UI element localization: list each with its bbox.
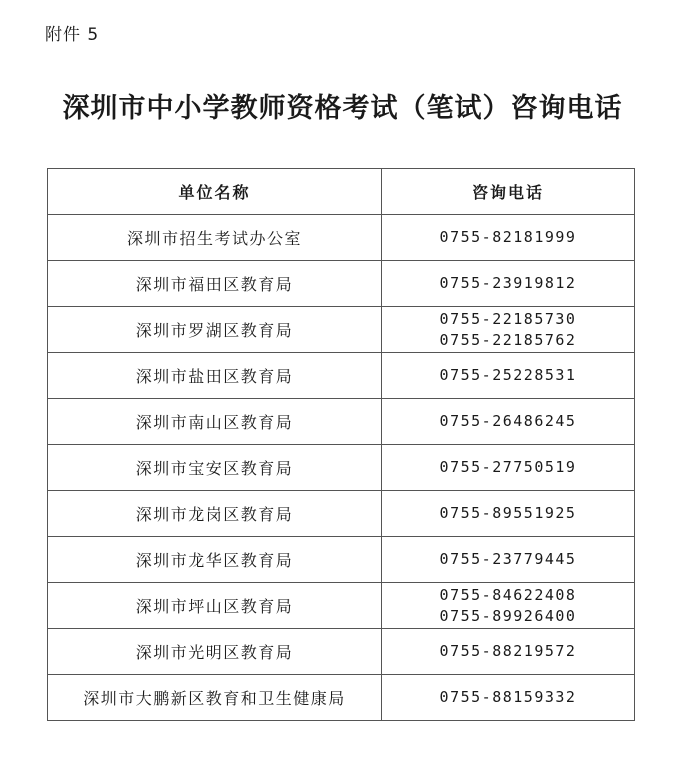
contact-table	[47, 168, 635, 721]
unit-name-cell: 深圳市福田区教育局	[48, 261, 382, 307]
table-row	[48, 675, 635, 721]
phone-number: 0755-26486245	[439, 412, 577, 430]
table-row	[48, 583, 635, 629]
phone-number: 0755-89551925	[439, 504, 577, 522]
unit-name-cell: 深圳市宝安区教育局	[48, 445, 382, 491]
page-title: 深圳市中小学教师资格考试（笔试）咨询电话	[62, 93, 623, 124]
phone-cell	[382, 675, 635, 721]
table-row	[48, 491, 635, 537]
phone-cell	[382, 399, 635, 445]
unit-name-cell: 深圳市盐田区教育局	[48, 353, 382, 399]
phone-number: 0755-84622408	[439, 585, 577, 604]
table-row	[48, 537, 635, 583]
unit-name-cell: 深圳市光明区教育局	[48, 629, 382, 675]
table-row	[48, 261, 635, 307]
phone-cell	[382, 583, 635, 629]
phone-cell	[382, 537, 635, 583]
unit-name-cell: 深圳市南山区教育局	[48, 399, 382, 445]
phone-number: 0755-88219572	[439, 642, 577, 660]
unit-name-cell: 深圳市龙华区教育局	[48, 537, 382, 583]
unit-name-cell: 深圳市大鹏新区教育和卫生健康局	[48, 675, 382, 721]
phone-number: 0755-89926400	[439, 606, 577, 625]
phone-number: 0755-88159332	[439, 688, 577, 706]
unit-name-cell: 深圳市招生考试办公室	[48, 215, 382, 261]
phone-cell	[382, 445, 635, 491]
table-body	[48, 215, 635, 721]
phone-cell	[382, 215, 635, 261]
phone-cell	[382, 629, 635, 675]
table-row	[48, 215, 635, 261]
unit-name-cell: 深圳市罗湖区教育局	[48, 307, 382, 353]
phone-number: 0755-23779445	[439, 550, 577, 568]
phone-number: 0755-25228531	[439, 366, 577, 384]
table-row	[48, 353, 635, 399]
table-header-row	[48, 169, 635, 215]
table-row	[48, 307, 635, 353]
phone-number: 0755-22185730	[439, 309, 577, 328]
phone-cell	[382, 353, 635, 399]
phone-number: 0755-23919812	[439, 274, 577, 292]
annex-label: 附件 5	[45, 25, 100, 45]
header-consult-phone: 咨询电话	[382, 169, 635, 215]
unit-name-cell: 深圳市坪山区教育局	[48, 583, 382, 629]
table-row	[48, 445, 635, 491]
phone-number: 0755-27750519	[439, 458, 577, 476]
unit-name-cell: 深圳市龙岗区教育局	[48, 491, 382, 537]
phone-cell	[382, 491, 635, 537]
header-unit-name: 单位名称	[48, 169, 382, 215]
phone-number: 0755-22185762	[439, 330, 577, 349]
phone-cell	[382, 261, 635, 307]
phone-cell	[382, 307, 635, 353]
phone-number: 0755-82181999	[439, 228, 577, 246]
table-row	[48, 399, 635, 445]
table-row	[48, 629, 635, 675]
